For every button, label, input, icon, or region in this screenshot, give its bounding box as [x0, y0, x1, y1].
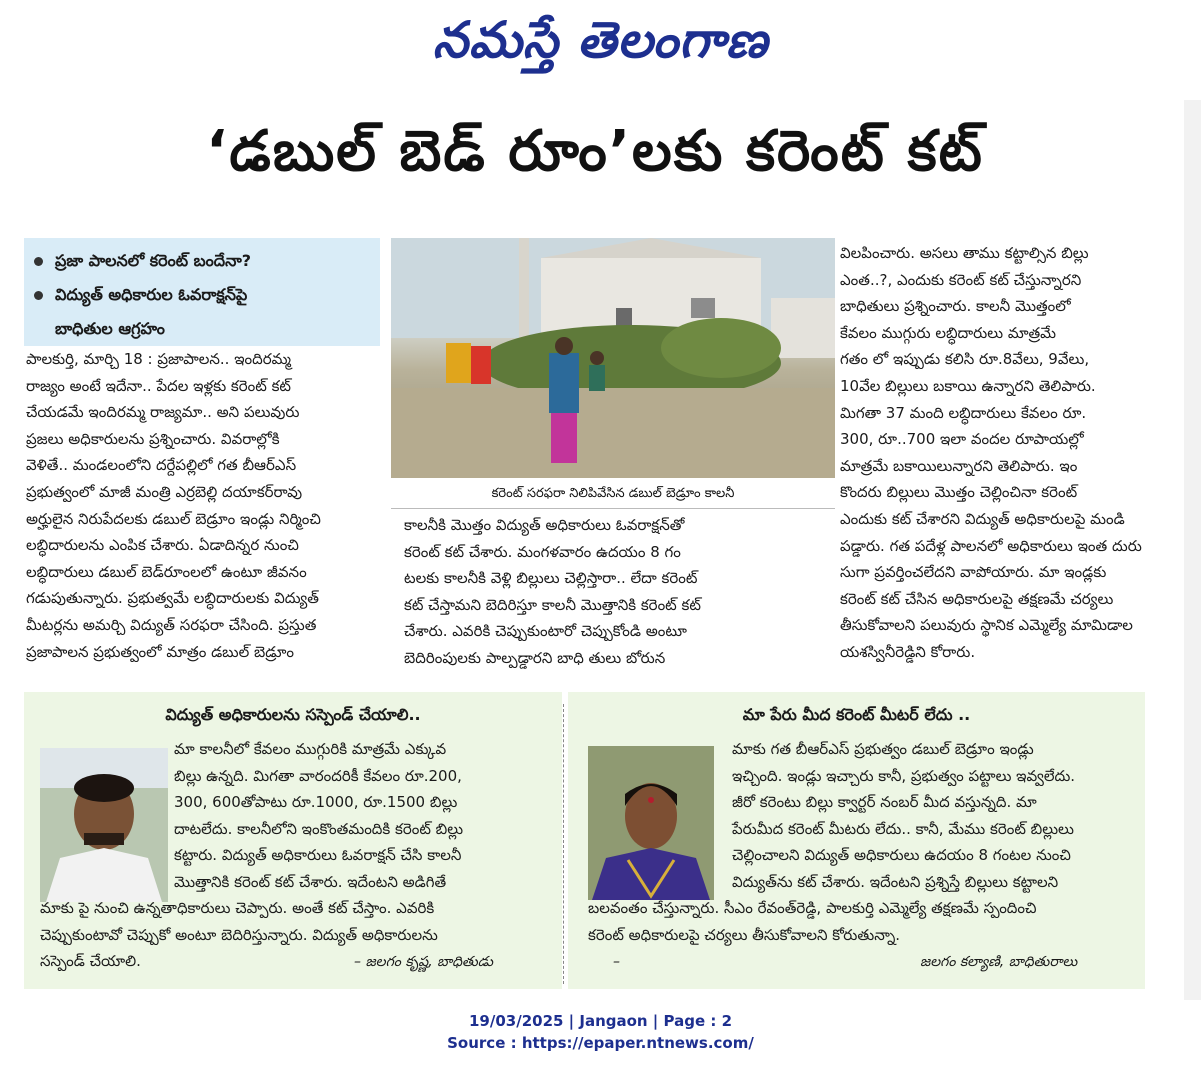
- subhead-box: [24, 238, 380, 346]
- text-line: కరెంట్ కట్ చేసిన అధికారులపై తక్షణమే చర్యలు: [840, 589, 1114, 608]
- article-column-right: [840, 240, 1175, 666]
- text-line: అర్హులైన నిరుపేదలకు డబుల్ బెడ్రూం ఇండ్లు నిర్మించి: [26, 509, 321, 528]
- text-line: విద్యుత్‌ను కట్ చేశారు. ఇదేంటని ప్రశ్నిస్తే బిల్లులు కట్టాలని: [732, 872, 1059, 891]
- text-line: చేయడమే ఇందిరమ్మ రాజ్యమా.. అని పలువురు: [26, 403, 300, 422]
- text-line: కొందరు బిల్లులు మొత్తం చెల్లించినా కరెంట్: [840, 483, 1078, 502]
- text-line: చెప్పుకుంటావో చెప్పుకో అంటూ బెదిరిస్తున్నారు. విద్యుత్ అధికారులను: [40, 925, 438, 944]
- subhead-text: బాధితుల ఆగ్రహం: [55, 319, 165, 338]
- quote-box-right: [568, 692, 1145, 989]
- text-line: కాలనీకి మొత్తం విద్యుత్ అధికారులు ఓవరాక్షన్‌తో: [404, 516, 685, 534]
- text-line: కట్టారు. విద్యుత్ అధికారులు ఓవరాక్షన్ చేసి కాలనీ: [174, 846, 462, 864]
- subhead-line: [34, 312, 370, 346]
- text-line: వెళితే.. మండలంలోని దర్దేపల్లిలో గత బీఆర్‌ఎస్: [26, 456, 297, 475]
- text-line: పేరుమీద కరెంట్ మీటరు లేదు.. కానీ, మేము కరెంట్ బిల్లులు: [732, 819, 1074, 838]
- subhead-text: విద్యుత్ అధికారుల ఓవరాక్షన్‌పై: [55, 285, 248, 304]
- footer-source: Source : https://epaper.ntnews.com/: [447, 1034, 754, 1052]
- text-line: ప్రజలు అధికారులను ప్రశ్నించారు. వివరాల్లోకి: [26, 429, 280, 448]
- portrait-photo-kalyani: [588, 746, 714, 900]
- text-line: దాటలేదు. కాలనీలోని ఇంకొంతమందికి కరెంట్ బిల్లు: [174, 819, 464, 838]
- text-line: బాధితులు ప్రశ్నించారు. కాలనీ మొత్తంలో: [840, 297, 1071, 316]
- adjacent-page-strip: [1184, 100, 1201, 1000]
- quote-signature-dash: –: [613, 954, 620, 970]
- bullet-icon: [34, 291, 43, 300]
- text-line: మిగతా 37 మంది లబ్ధిదారులు కేవలం రూ.: [840, 403, 1087, 422]
- text-line: మాకు గత బీఆర్‌ఎస్ ప్రభుత్వం డబుల్ బెడ్రూం ఇండ్లు: [732, 740, 1034, 758]
- text-line: మా కాలనీలో కేవలం ముగ్గురికి మాత్రమే ఎక్కువ: [174, 740, 447, 758]
- text-line: గతం లో ఇప్పుడు కలిసి రూ.8వేలు, 9వేలు,: [840, 350, 1090, 369]
- article-column-middle: [404, 512, 762, 672]
- portrait-photo-krishna: [40, 748, 168, 902]
- text-line: ఇచ్చింది. ఇండ్లు ఇచ్చారు కానీ, ప్రభుత్వం పట్టాలు ఇవ్వలేదు.: [732, 766, 1076, 785]
- text-line: మాత్రమే బకాయిలున్నారని తెలిపారు. ఇం: [840, 456, 1078, 475]
- text-line: మాకు పై నుంచి ఉన్నతాధికారులు చెప్పారు. అంతే కట్ చేస్తాం. ఎవరికి: [40, 899, 435, 917]
- text-line: యశస్వినీరెడ్డిని కోరారు.: [840, 642, 976, 661]
- text-line: మీటర్లను అమర్చి విద్యుత్ సరఫరా చేసింది. ప్రస్తుత: [26, 615, 317, 634]
- text-line: జీరో కరెంటు బిల్లు క్వార్టర్ నంబర్ మీద వస్తున్నది. మా: [732, 793, 1037, 811]
- photo-caption: కరెంట్ సరఫరా నిలిపివేసిన డబుల్ బెడ్రూం కాలనీ: [391, 480, 835, 509]
- text-line: 10వేల బిల్లులు బకాయి ఉన్నారని తెలిపారు.: [840, 376, 1096, 395]
- quote-body-continued: [588, 895, 1037, 948]
- subhead-line: [34, 244, 370, 278]
- text-line: చేశారు. ఎవరికి చెప్పుకుంటారో చెప్పుకోండి అంటూ: [404, 622, 687, 641]
- text-line: బెదిరింపులకు పాల్పడ్డారని బాధి తులు బోరున: [404, 648, 666, 667]
- text-line: కట్ చేస్తామని బెదిరిస్తూ కాలనీ మొత్తానికి కరెంట్ కట్: [404, 595, 701, 614]
- text-line: ఎంత..?, ఎందుకు కరెంట్ కట్ చేస్తున్నారని: [840, 270, 1082, 289]
- portrait-illustration: [588, 746, 714, 900]
- article-column-left: [26, 346, 386, 665]
- text-line: బిల్లు ఉన్నది. మిగతా వారందరికీ కేవలం రూ.200,: [174, 766, 462, 785]
- quote-box-title: విద్యుత్ అధికారులను సస్పెండ్ చేయాలి..: [165, 705, 421, 724]
- text-line: బలవంతం చేస్తున్నారు. సీఎం రేవంత్‌రెడ్డి, పాలకుర్తి ఎమ్మెల్యే తక్షణమే స్పందించి: [588, 899, 1037, 917]
- text-line: విలపించారు. అసలు తాము కట్టాల్సిన బిల్లు: [840, 244, 1089, 262]
- text-line: లబ్ధిదారులు డబుల్ బెడ్‌రూంలలో ఉంటూ జీవనం: [26, 562, 307, 581]
- text-line: కరెంట్ అధికారులపై చర్యలు తీసుకోవాలని కోరుతున్నా.: [588, 925, 901, 944]
- text-line: సస్పెండ్ చేయాలి.: [40, 952, 141, 970]
- article-headline: ‘డబుల్ బెడ్ రూం’లకు కరెంట్ కట్: [206, 119, 984, 184]
- text-line: ఎందుకు కట్ చేశారని విద్యుత్ అధికారులపై మండి: [840, 509, 1125, 528]
- text-line: తీసుకోవాలని పలువురు స్థానిక ఎమ్మెల్యే మామిడాల: [840, 616, 1133, 635]
- quote-box-left: [24, 692, 562, 989]
- text-line: గడుపుతున్నారు. ప్రభుత్వమే లబ్ధిదారులకు విద్యుత్: [26, 589, 319, 608]
- quote-signature: – జలగం కృష్ణ, బాధితుడు: [354, 954, 493, 970]
- text-line: 300, 600తోపాటు రూ.1000, రూ.1500 బిల్లు: [174, 793, 458, 811]
- quote-body: [174, 736, 463, 895]
- quote-body: [732, 736, 1075, 895]
- footer-date-edition: 19/03/2025 | Jangaon | Page : 2: [468, 1012, 733, 1030]
- portrait-illustration: [40, 748, 168, 902]
- text-line: ప్రజాపాలన ప్రభుత్వంలో మాత్రం డబుల్ బెడ్రూం: [26, 642, 294, 661]
- text-line: సుగా ప్రవర్తించలేదని వాపోయారు. మా ఇండ్లకు: [840, 563, 1107, 582]
- quote-box-title: మా పేరు మీద కరెంట్ మీటర్ లేదు ..: [742, 705, 971, 724]
- newspaper-masthead: నమస్తే తెలంగాణ: [432, 10, 769, 69]
- text-line: 300, రూ..700 ఇలా వందల రూపాయల్లో: [840, 430, 1084, 449]
- box-divider: [563, 704, 564, 984]
- text-line: మొత్తానికి కరెంట్ కట్ చేశారు. ఇదేంటని అడిగితే: [174, 872, 447, 891]
- quote-signature: జలగం కల్యాణి, బాధితురాలు: [920, 954, 1078, 970]
- subhead-text: ప్రజా పాలనలో కరెంట్ బందేనా?: [55, 251, 251, 270]
- text-line: చెల్లించాలని విద్యుత్ అధికారులు ఉదయం 8 గంటల నుంచి: [732, 846, 1071, 864]
- text-line: టలకు కాలనీకి వెళ్లి బిల్లులు చెల్లిస్తారా.. లేదా కరెంట్: [404, 569, 698, 588]
- text-line: కేవలం ముగ్గురు లబ్ధిదారులు మాత్రమే: [840, 323, 1057, 342]
- text-line: ప్రభుత్వంలో మాజీ మంత్రి ఎర్రబెల్లి దయాకర్‌రావు: [26, 482, 303, 501]
- bullet-icon: [34, 257, 43, 266]
- colony-photo-illustration: [391, 238, 835, 478]
- subhead-line: [34, 278, 370, 312]
- text-line: కరెంట్ కట్ చేశారు. మంగళవారం ఉదయం 8 గం: [404, 542, 681, 561]
- colony-photo: [391, 238, 835, 478]
- text-line: పాలకుర్తి, మార్చి 18 : ప్రజాపాలన.. ఇందిరమ్మ: [26, 350, 292, 368]
- text-line: రాజ్యం అంటే ఇదేనా.. పేదల ఇళ్లకు కరెంట్ కట్: [26, 376, 291, 395]
- text-line: లబ్ధిదారులను ఎంపిక చేశారు. ఏడాదిన్నర నుంచి: [26, 536, 299, 555]
- text-line: పడ్డారు. గత పదేళ్ల పాలనలో అధికారులు ఇంత దురు: [840, 536, 1142, 555]
